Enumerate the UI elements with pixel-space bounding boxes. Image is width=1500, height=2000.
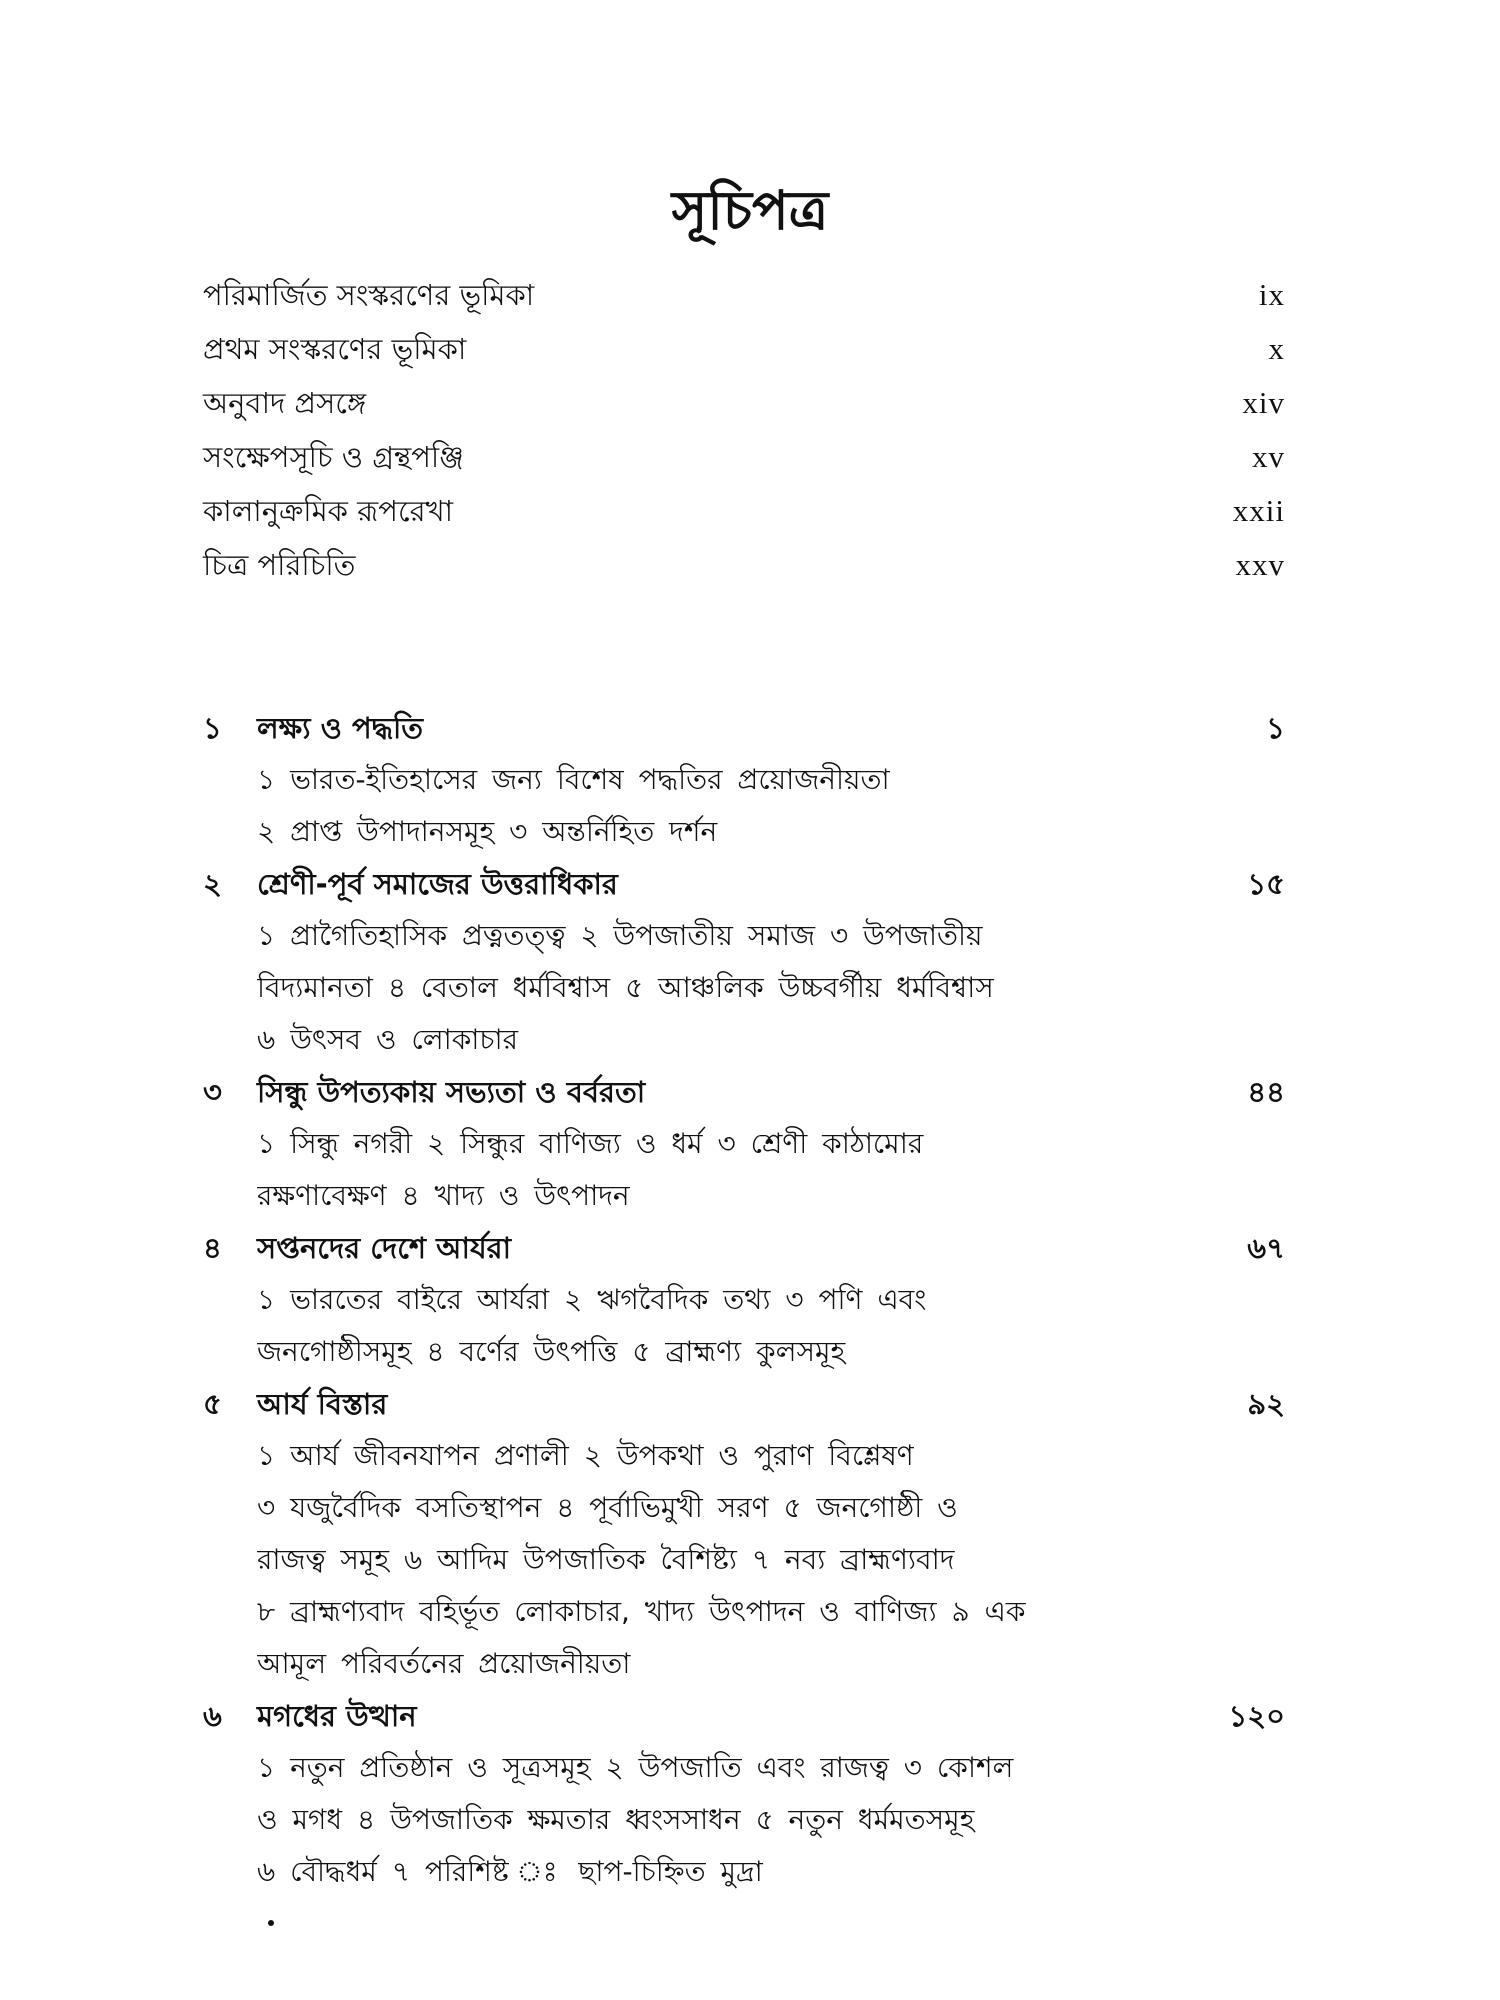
section-line: ৬ বৌদ্ধধর্ম ৭ পরিশিষ্ট ঃ ছাপ-চিহ্নিত মুদ্রা (257, 1855, 763, 1888)
front-matter-item (203, 484, 1285, 538)
front-matter-label: কালানুক্রমিক রূপরেখা (203, 494, 454, 528)
section-line: ১ ভারত-ইতিহাসের জন্য বিশেষ পদ্ধতির প্রয়োজনীয়তা (257, 763, 890, 796)
chapter-page: ১ (1266, 711, 1285, 745)
chapter-title: শ্রেণী-পূর্ব সমাজের উত্তরাধিকার (257, 867, 618, 901)
section-line: ৮ ব্রাহ্মণ্যবাদ বহির্ভূত লোকাচার, খাদ্য উৎপাদন ও বাণিজ্য ৯ এক (257, 1595, 1026, 1628)
chapter-heading (203, 1066, 1285, 1118)
chapter-title: মগধের উত্থান (257, 1699, 417, 1733)
section-line: ও মগধ ৪ উপজাতিক ক্ষমতার ধ্বংসসাধন ৫ নতুন ধর্মমতসমূহ (257, 1803, 975, 1836)
chapter-entry (203, 858, 1285, 1066)
front-matter-item (203, 268, 1285, 322)
page-title: সূচিপত্র (671, 179, 829, 243)
chapter-page: ১৫ (1247, 867, 1285, 901)
section-line: ১ প্রাগৈতিহাসিক প্রত্নতত্ত্ব ২ উপজাতীয় সমাজ ৩ উপজাতীয় (257, 919, 983, 952)
front-matter-label: অনুবাদ প্রসঙ্গে (203, 386, 367, 420)
chapter-entry (203, 1378, 1285, 1690)
chapter-sections (257, 1274, 1127, 1378)
chapter-entry (203, 702, 1285, 858)
chapter-page: ৯২ (1247, 1387, 1285, 1421)
chapter-sections (257, 754, 1127, 858)
section-line: জনগোষ্ঠীসমূহ ৪ বর্ণের উৎপত্তি ৫ ব্রাহ্মণ্য কুলসমূহ (257, 1335, 846, 1368)
section-line: ৩ যজুর্বৈদিক বসতিস্থাপন ৪ পূর্বাভিমুখী সরণ ৫ জনগোষ্ঠী ও (257, 1491, 958, 1524)
chapter-heading (203, 858, 1285, 910)
section-line: ১ নতুন প্রতিষ্ঠান ও সূত্রসমূহ ২ উপজাতি এবং রাজত্ব ৩ কোশল (257, 1751, 1014, 1784)
section-line: রাজত্ব সমূহ ৬ আদিম উপজাতিক বৈশিষ্ট্য ৭ নব্য ব্রাহ্মণ্যবাদ (257, 1543, 955, 1576)
chapter-number: ৩ (203, 1075, 222, 1109)
front-matter-page: xxii (1232, 493, 1285, 528)
chapter-entry (203, 1066, 1285, 1222)
chapter-page: ৪৪ (1247, 1075, 1285, 1109)
section-line: রক্ষণাবেক্ষণ ৪ খাদ্য ও উৎপাদন (257, 1179, 630, 1212)
chapter-sections (257, 910, 1127, 1066)
ink-speck (268, 1920, 274, 1926)
section-line: বিদ্যমানতা ৪ বেতাল ধর্মবিশ্বাস ৫ আঞ্চলিক উচ্চবর্গীয় ধর্মবিশ্বাস (257, 971, 994, 1004)
front-matter-label: চিত্র পরিচিতি (203, 548, 356, 582)
chapter-sections (257, 1118, 1127, 1222)
front-matter-item (203, 322, 1285, 376)
section-line: আমূল পরিবর্তনের প্রয়োজনীয়তা (257, 1647, 631, 1680)
section-line: ১ সিন্ধু নগরী ২ সিন্ধুর বাণিজ্য ও ধর্ম ৩ শ্রেণী কাঠামোর (257, 1127, 924, 1160)
chapter-number: ১ (203, 711, 222, 745)
front-matter-item (203, 376, 1285, 430)
chapter-title: সিন্ধু উপত্যকায় সভ্যতা ও বর্বরতা (257, 1075, 646, 1109)
chapter-entry (203, 1690, 1285, 1898)
section-line: ৬ উৎসব ও লোকাচার (257, 1023, 519, 1056)
chapter-heading (203, 702, 1285, 754)
chapter-sections (257, 1742, 1127, 1898)
chapter-number: ৬ (203, 1699, 222, 1733)
chapter-title: সপ্তনদের দেশে আর্যরা (257, 1231, 512, 1265)
chapter-heading (203, 1378, 1285, 1430)
front-matter-page: xiv (1242, 385, 1285, 420)
chapter-entry (203, 1222, 1285, 1378)
chapter-sections (257, 1430, 1127, 1690)
front-matter-item (203, 538, 1285, 592)
section-line: ১ ভারতের বাইরে আর্যরা ২ ঋগবৈদিক তথ্য ৩ পণি এবং (257, 1283, 927, 1316)
chapter-title: আর্য বিস্তার (257, 1387, 388, 1421)
front-matter-page: ix (1258, 277, 1285, 312)
front-matter-list (203, 268, 1285, 592)
chapter-number: ২ (203, 867, 222, 901)
section-line: ১ আর্য জীবনযাপন প্রণালী ২ উপকথা ও পুরাণ বিশ্লেষণ (257, 1439, 914, 1472)
chapter-heading (203, 1222, 1285, 1274)
section-line: ২ প্রাপ্ত উপাদানসমূহ ৩ অন্তর্নিহিত দর্শন (257, 815, 718, 848)
front-matter-page: xv (1252, 439, 1285, 474)
chapter-number: ৪ (203, 1231, 222, 1265)
front-matter-label: পরিমার্জিত সংস্করণের ভূমিকা (203, 278, 535, 312)
front-matter-label: প্রথম সংস্করণের ভূমিকা (203, 332, 467, 366)
chapter-page: ১২০ (1228, 1699, 1285, 1733)
chapter-page: ৬৭ (1247, 1231, 1285, 1265)
front-matter-item (203, 430, 1285, 484)
chapter-heading (203, 1690, 1285, 1742)
chapter-title: লক্ষ্য ও পদ্ধতি (257, 711, 424, 745)
chapter-number: ৫ (203, 1387, 222, 1421)
chapter-list (203, 702, 1285, 1898)
front-matter-label: সংক্ষেপসূচি ও গ্রন্থপঞ্জি (203, 440, 464, 474)
front-matter-page: xxv (1235, 547, 1285, 582)
front-matter-page: x (1268, 331, 1285, 366)
